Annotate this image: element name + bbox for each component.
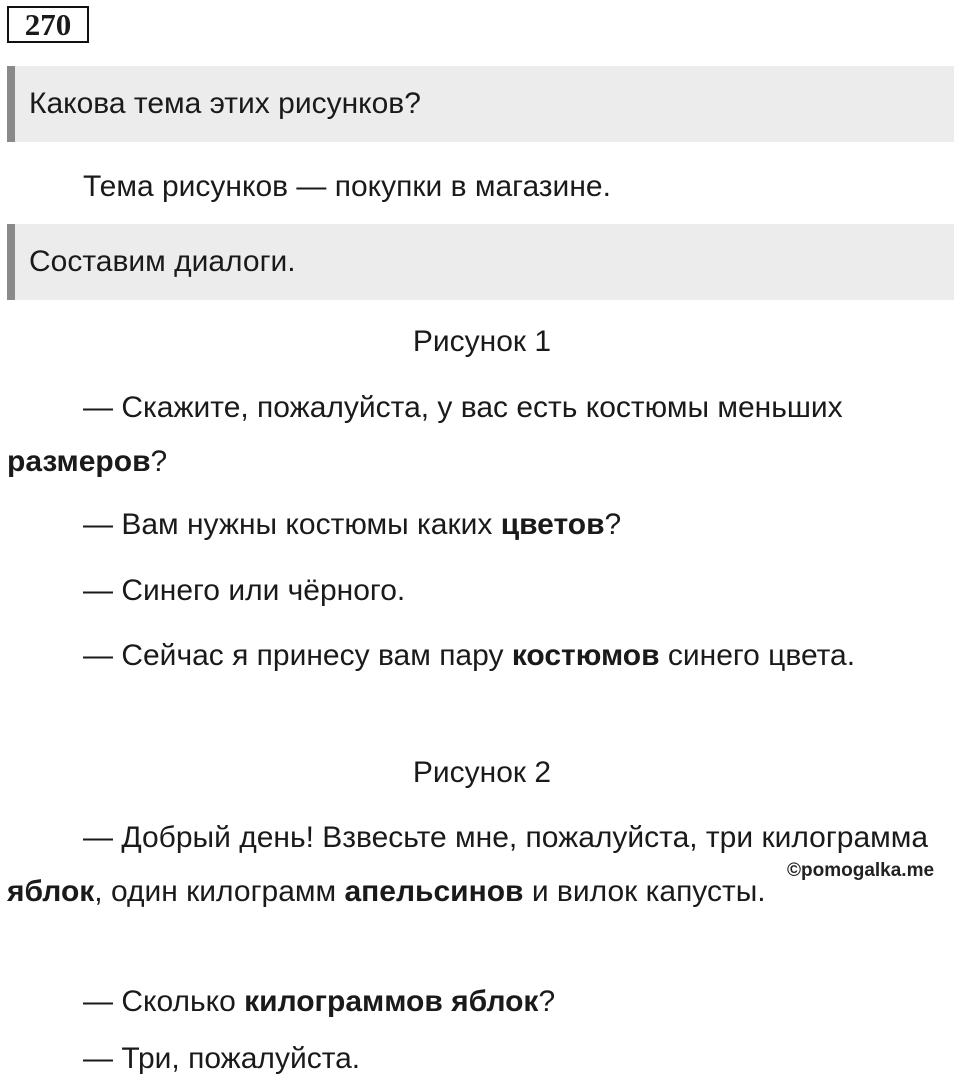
bold-word: яблок <box>7 875 95 908</box>
text: синего цвета. <box>659 639 856 672</box>
dialogue-2-line-2 <box>7 975 957 1029</box>
question-topic: Какова тема этих рисунков? <box>7 66 954 142</box>
bold-word: размеров <box>7 445 151 478</box>
text: ? <box>604 508 622 541</box>
text: — Скажите, пожалуйста, у вас есть костюмы меньших <box>83 391 843 424</box>
text: — Добрый день! Взвесьте мне, пожалуйста, три килограмма <box>83 821 929 854</box>
answer-topic: Тема рисунков — покупки в магазине. <box>83 170 611 203</box>
dialogue-1-line-3: — Синего или чёрного. <box>83 574 406 607</box>
text: и вилок капусты. <box>523 875 766 908</box>
text: ? <box>538 985 556 1018</box>
bold-word: апельсинов <box>344 875 524 908</box>
bold-word: цветов <box>500 508 605 541</box>
dialogue-1-line-4 <box>7 629 957 683</box>
bold-word: килограммов яблок <box>244 985 539 1018</box>
task-instruction: Составим диалоги. <box>7 224 954 300</box>
text: — Сейчас я принесу вам пару <box>83 639 512 672</box>
text: — Вам нужны костюмы каких <box>83 508 501 541</box>
watermark: ©pomogalka.me <box>787 860 935 881</box>
text: , один килограмм <box>94 875 345 908</box>
text: ? <box>150 445 168 478</box>
figure-1-title: Рисунок 1 <box>412 325 552 358</box>
task-number: 270 <box>7 6 89 43</box>
dialogue-1-line-2 <box>7 498 957 552</box>
figure-2-title: Рисунок 2 <box>412 756 552 789</box>
text: — Сколько <box>83 985 245 1018</box>
bold-word: костюмов <box>511 639 660 672</box>
dialogue-2-line-3: — Три, пожалуйста. <box>83 1042 361 1075</box>
dialogue-1-line-1 <box>7 381 957 489</box>
